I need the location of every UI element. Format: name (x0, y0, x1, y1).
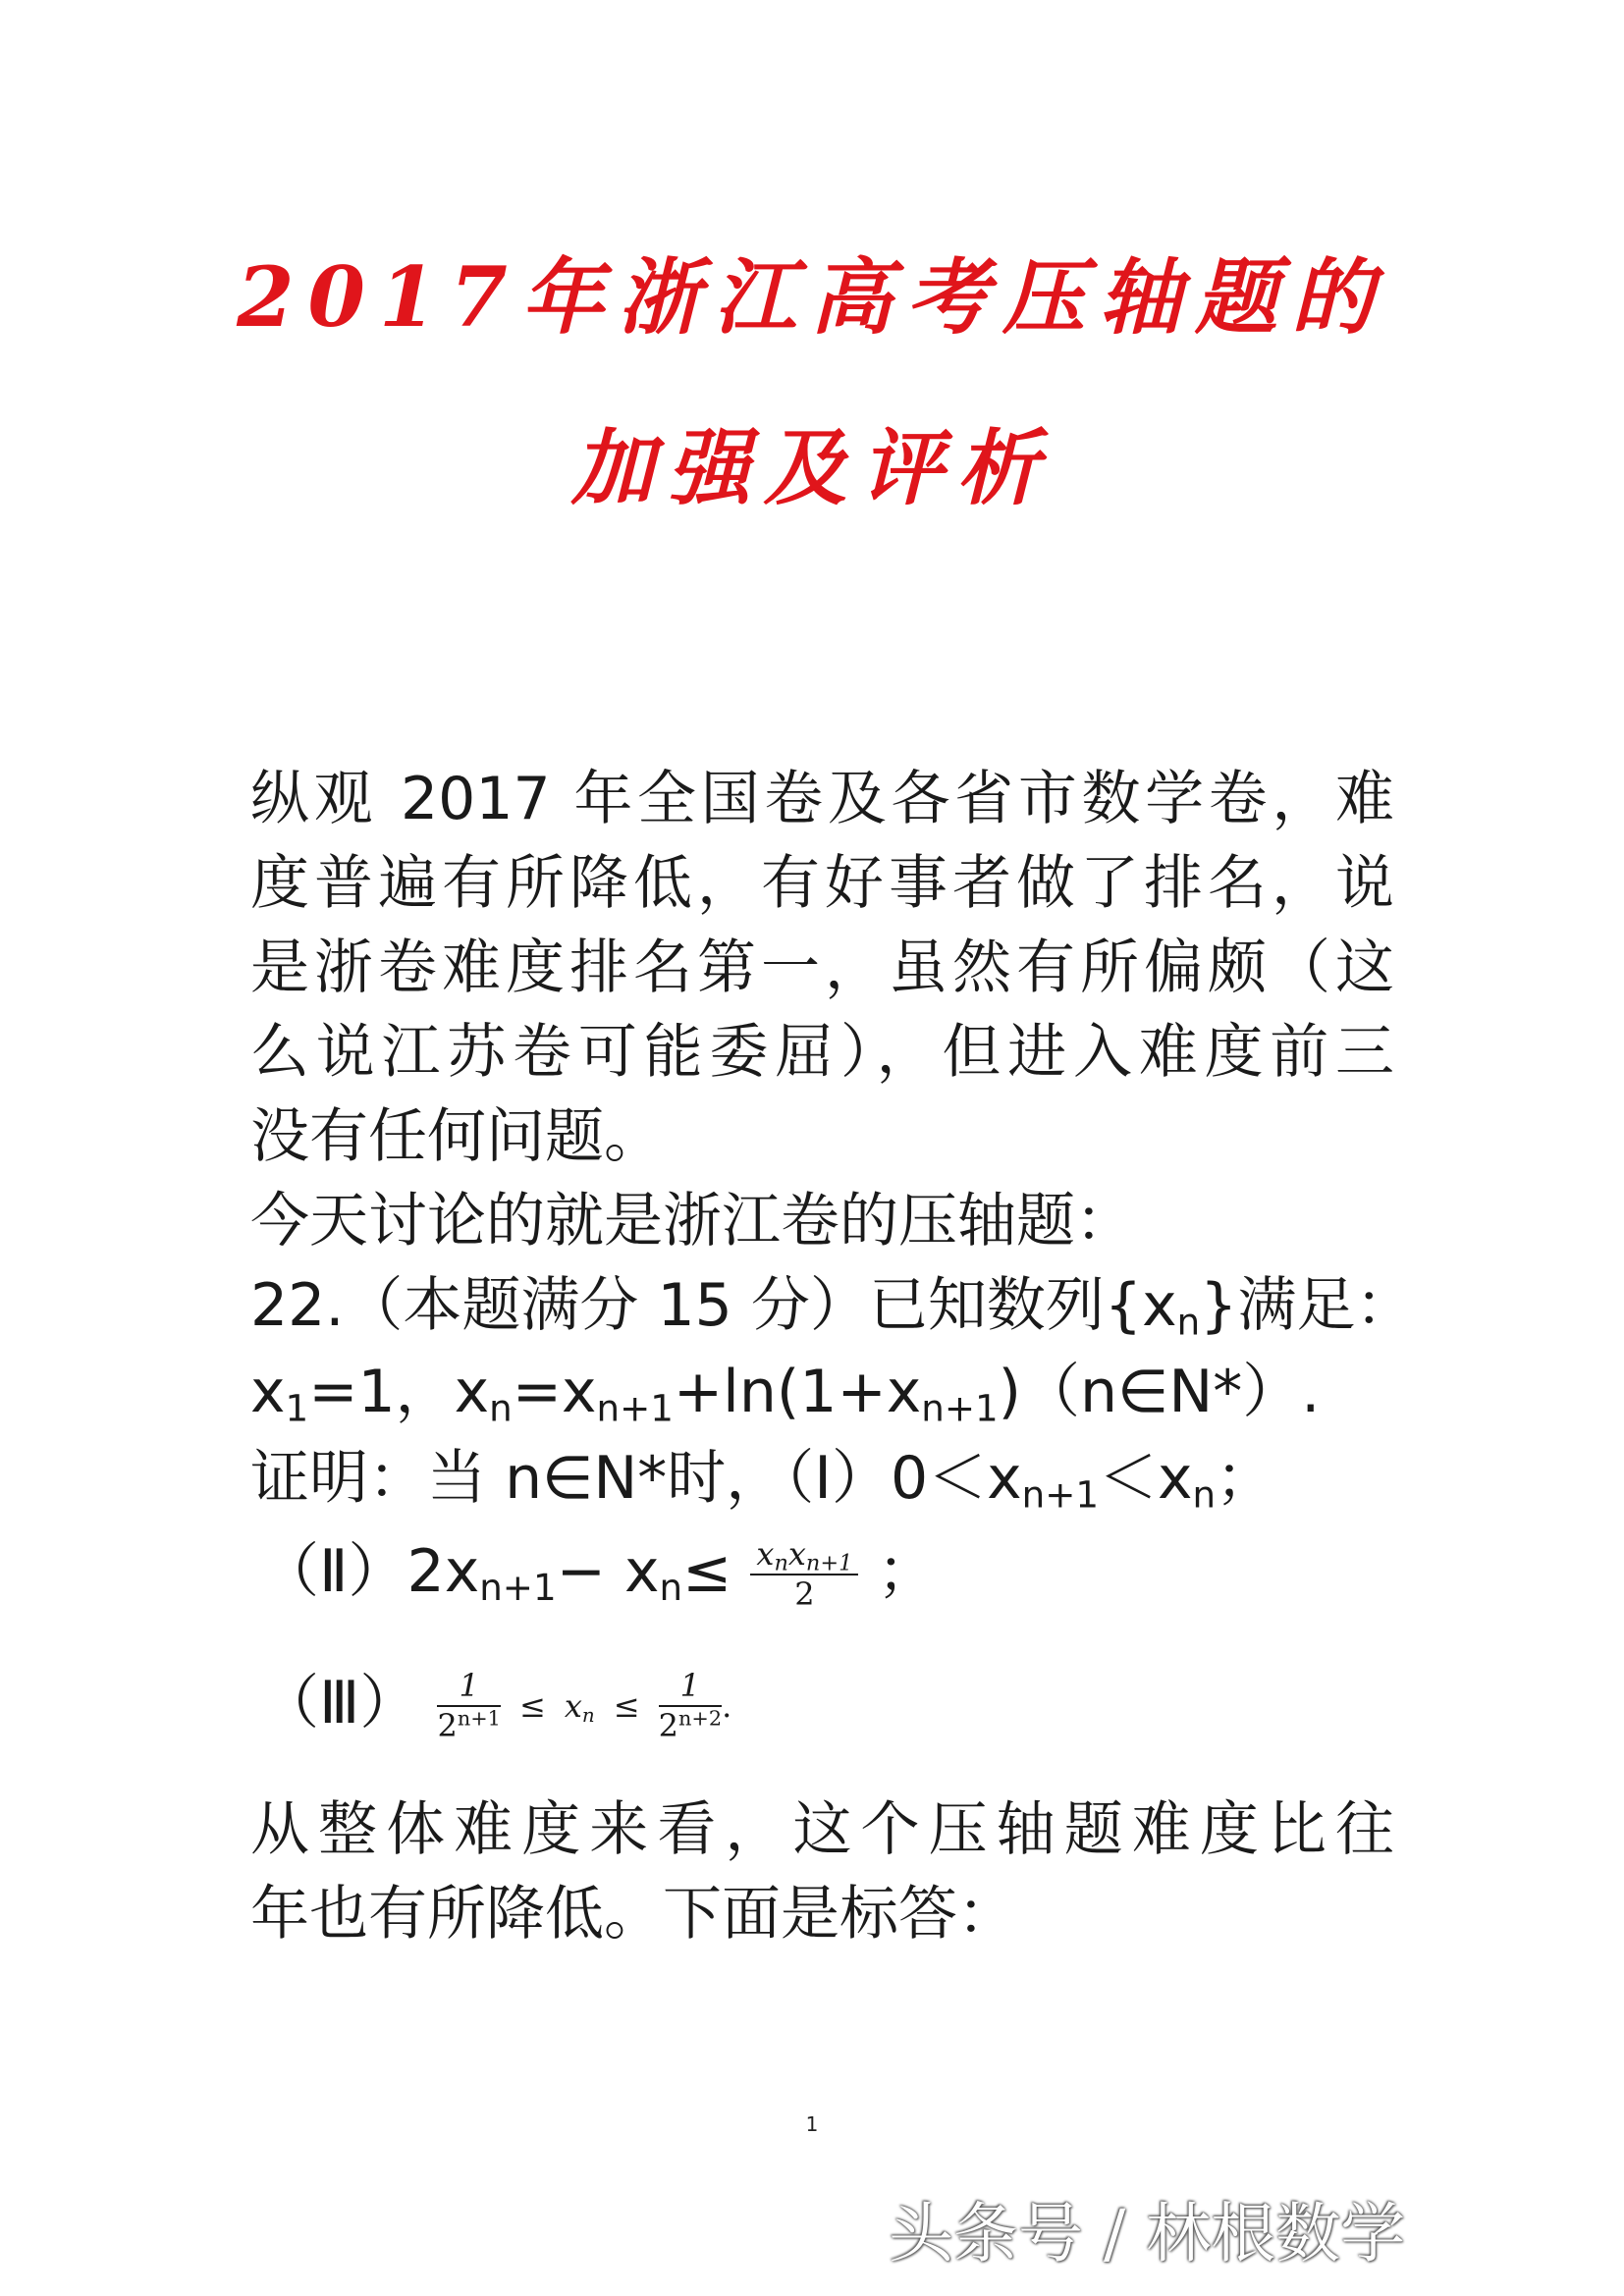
math-text: ＜x (1099, 1444, 1193, 1513)
proof-part-1 (250, 1444, 1275, 1517)
math-text: x (250, 1358, 286, 1426)
proof-part-2 (260, 1537, 936, 1612)
math-text: ； (1216, 1444, 1275, 1513)
paragraph-line: 么说江苏卷可能委屈），但进入难度前三 (250, 1018, 1394, 1087)
subscript: n (581, 1704, 595, 1728)
title-line-1: 2017年浙江高考压轴题的 (237, 248, 1387, 346)
math-text: 2 (437, 1707, 458, 1745)
math-text: 证明：当 n∈N*时，（Ⅰ）0＜x (250, 1444, 1022, 1513)
subscript: n (489, 1386, 513, 1430)
math-text: =x (512, 1358, 597, 1426)
math-text: . (722, 1687, 732, 1726)
math-text: ≤ (613, 1687, 640, 1726)
subscript: n (659, 1566, 683, 1610)
math-text: 2 (658, 1707, 678, 1745)
paragraph-line: 是浙卷难度排名第一，虽然有所偏颇（这 (250, 934, 1394, 1002)
math-text: =1，x (308, 1358, 490, 1426)
fraction (659, 1669, 722, 1743)
math-text: − x (556, 1536, 660, 1606)
fraction-numerator: 1 (659, 1669, 722, 1707)
subscript: 1 (285, 1386, 309, 1430)
math-text: ≤ (682, 1536, 732, 1606)
title-line-2: 加强及评析 (570, 419, 1053, 516)
math-text: （Ⅲ） (260, 1668, 419, 1737)
math-text: （Ⅱ）2x (260, 1536, 480, 1606)
math-text: )（n∈N*）. (998, 1358, 1321, 1426)
intro-line: 今天讨论的就是浙江卷的压轴题： (250, 1187, 1134, 1255)
subscript: n (1176, 1300, 1201, 1344)
paragraph-line: 年也有所降低。下面是标答： (250, 1880, 1016, 1949)
subscript: n+1 (596, 1386, 674, 1430)
math-text: ≤ (518, 1687, 546, 1726)
math-text: ； (877, 1536, 937, 1606)
math-text: +ln(1+x (673, 1358, 922, 1426)
page-number: 1 (805, 2112, 819, 2136)
problem-header (250, 1271, 1415, 1344)
superscript: n+1 (457, 1706, 501, 1731)
fraction-denominator: 2 (794, 1575, 815, 1614)
paragraph-line: 从整体难度来看，这个压轴题难度比往 (250, 1795, 1394, 1864)
paragraph-line: 纵观 2017 年全国卷及各省市数学卷，难 (250, 765, 1394, 833)
paragraph-line: 度普遍有所降低，有好事者做了排名，说 (250, 849, 1394, 918)
problem-condition (250, 1358, 1321, 1430)
math-text: x (564, 1687, 582, 1726)
subscript: n+1 (921, 1386, 999, 1430)
math-text: x (756, 1535, 775, 1573)
fraction-numerator: 1 (437, 1669, 500, 1707)
superscript: n+2 (678, 1706, 723, 1731)
watermark: 头条号 / 林根数学 (889, 2196, 1406, 2271)
proof-part-3 (260, 1669, 731, 1743)
subscript: n (1192, 1472, 1217, 1517)
problem-head: 22.（本题满分 15 分）已知数列{x (250, 1271, 1177, 1340)
fraction-denominator (659, 1707, 722, 1743)
subscript: n (774, 1550, 788, 1576)
fraction-numerator (750, 1537, 858, 1575)
subscript: n+1 (479, 1566, 557, 1610)
subscript: n+1 (805, 1550, 853, 1576)
paragraph-line: 没有任何问题。 (250, 1102, 663, 1171)
problem-head-end: }满足： (1200, 1271, 1415, 1340)
fraction (750, 1537, 858, 1612)
subscript: n+1 (1021, 1472, 1100, 1517)
math-text: x (787, 1535, 806, 1573)
fraction-denominator (437, 1707, 500, 1743)
fraction (437, 1669, 500, 1743)
